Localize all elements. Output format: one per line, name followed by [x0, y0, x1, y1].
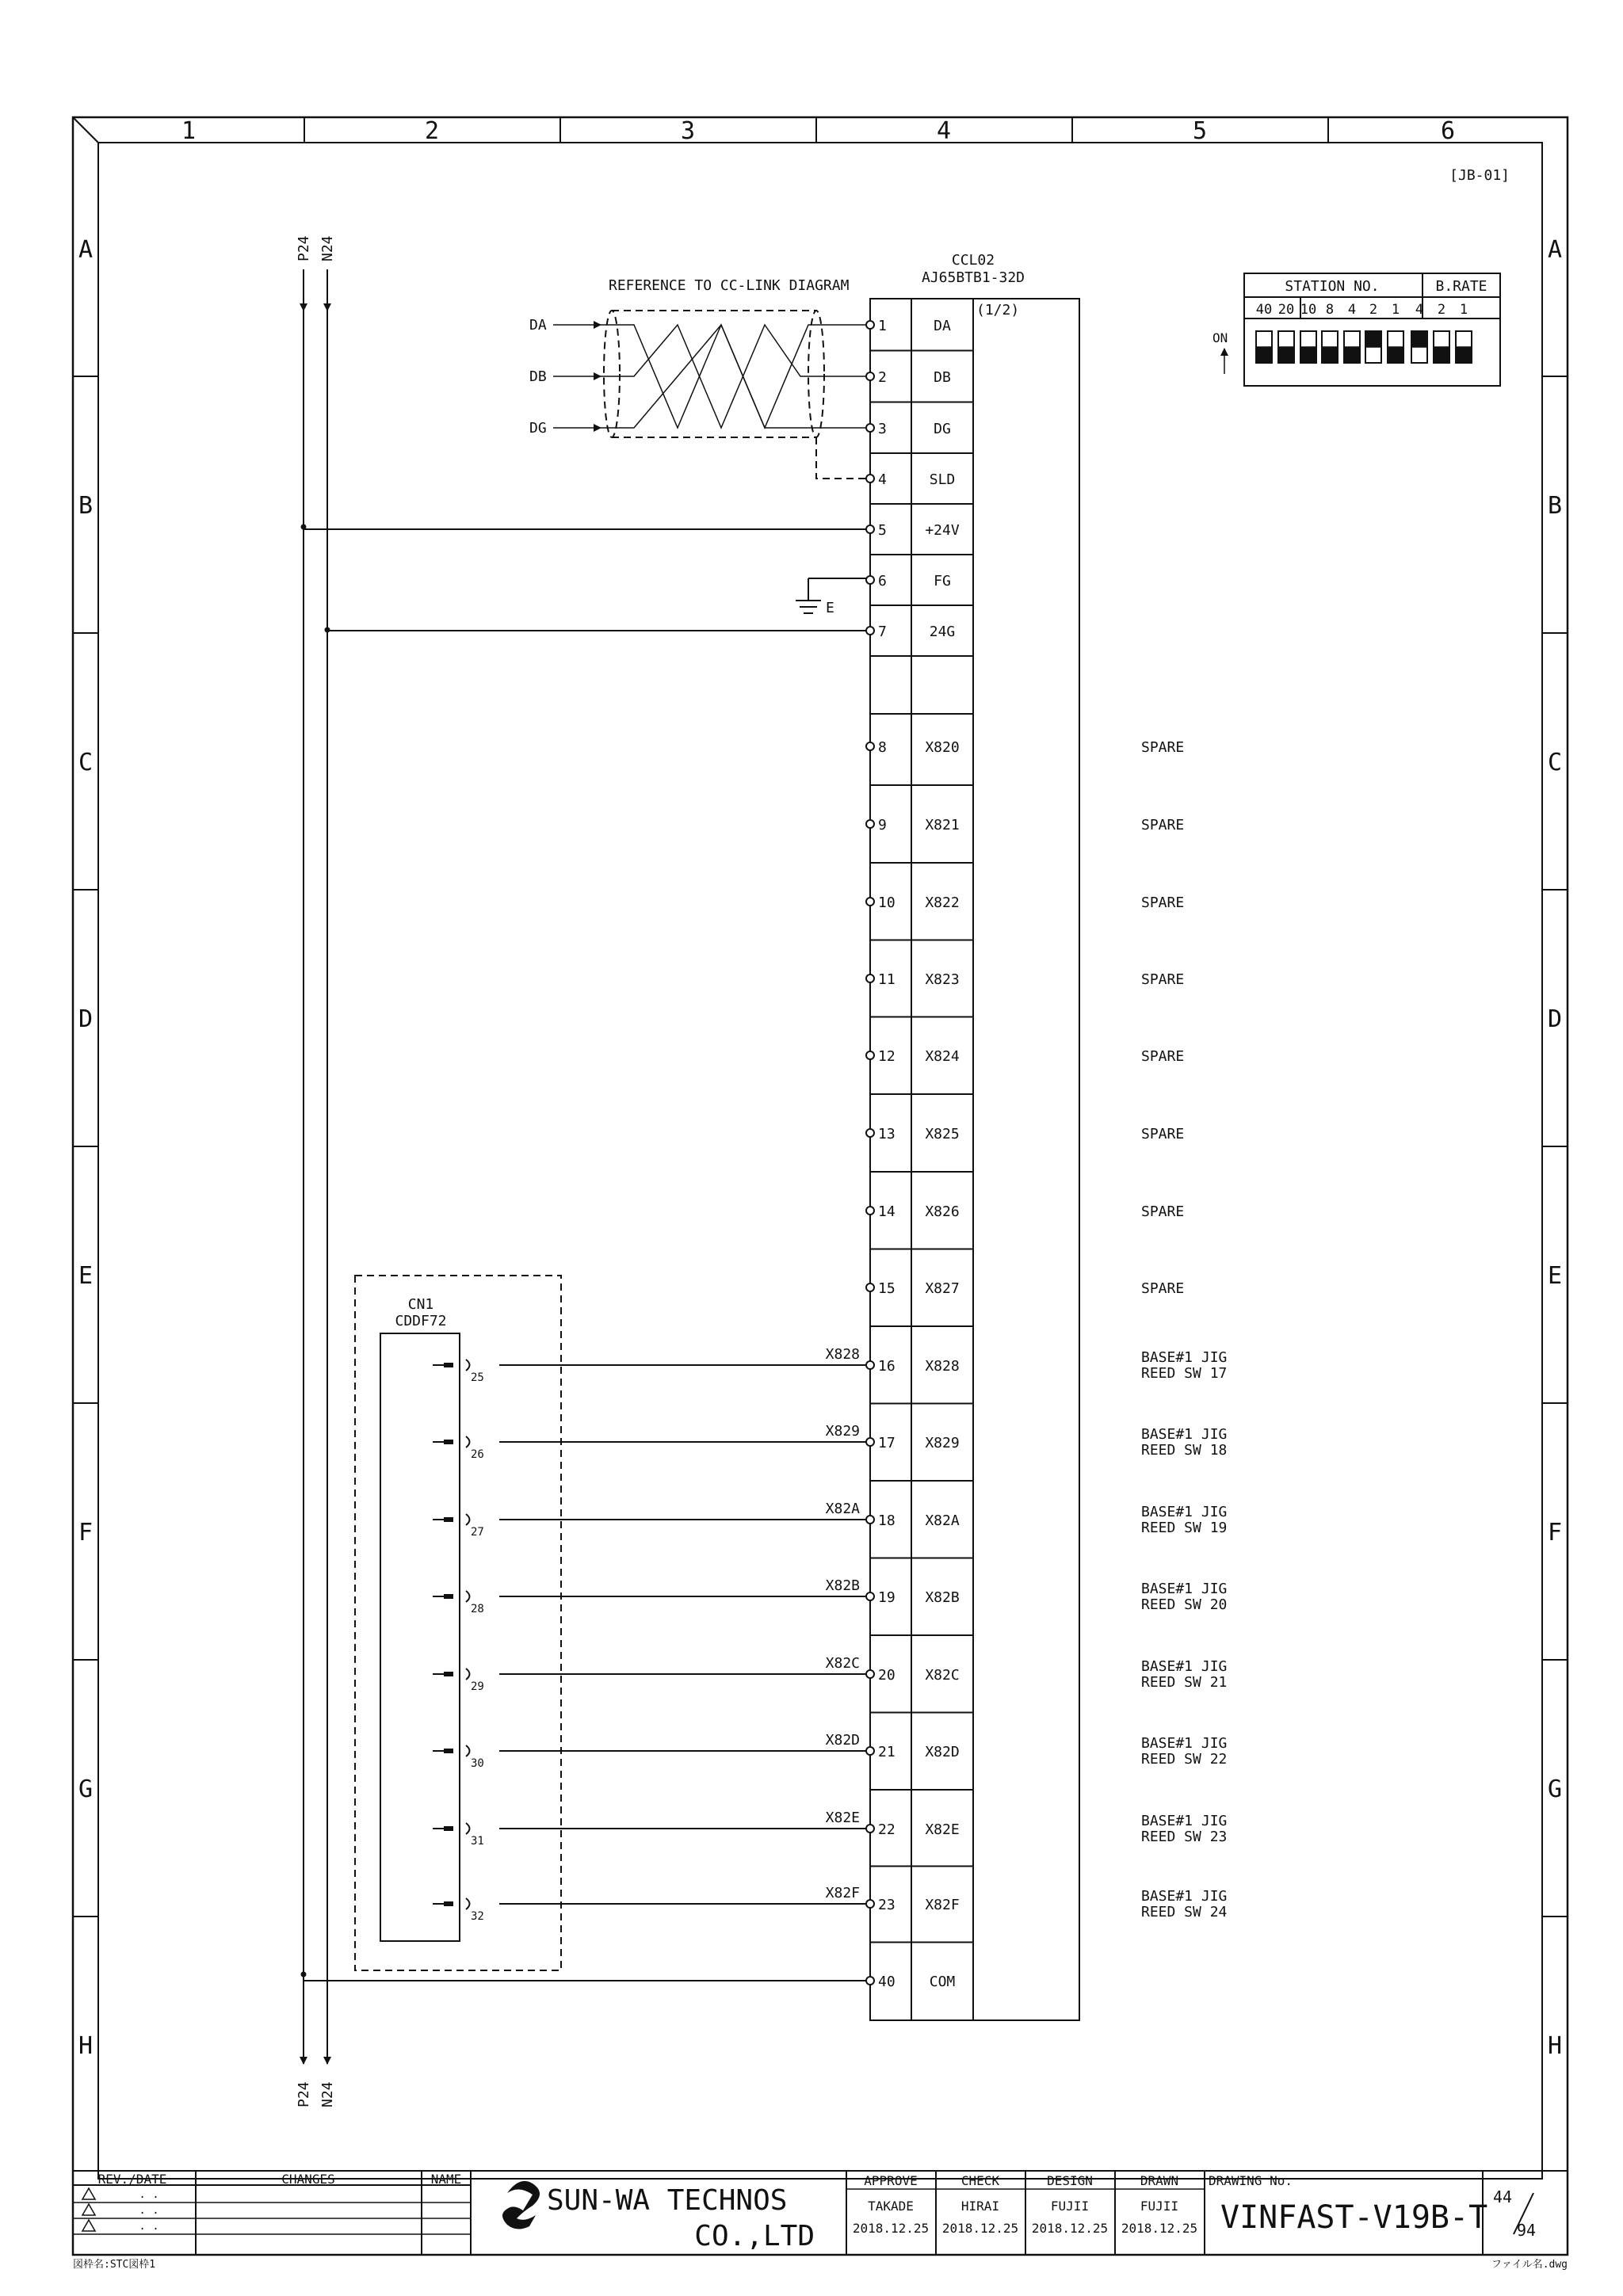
dip-switch-knob: [1456, 347, 1472, 363]
dip-switch-panel: [1212, 273, 1500, 386]
cclink-input-da: DA: [529, 317, 547, 334]
row-label: G: [78, 1775, 94, 1803]
terminal-row: [866, 817, 1184, 833]
cn1-pin-number: 29: [471, 1680, 484, 1693]
terminal-point: [866, 1207, 874, 1215]
row-label: B: [1547, 492, 1563, 520]
cn1-pin-number: 30: [471, 1757, 484, 1770]
dip-switch-label: 2: [1369, 302, 1378, 318]
wire-label: X829: [825, 1423, 860, 1440]
drawing-number: VINFAST-V19B-T: [1220, 2199, 1488, 2236]
rev-date-header: REV./DATE: [97, 2172, 167, 2187]
terminal-point: [866, 742, 874, 750]
terminal-pin: 3: [878, 421, 887, 437]
rev-row-date: . .: [139, 2188, 159, 2201]
cclink-reference-label: REFERENCE TO CC-LINK DIAGRAM: [609, 277, 850, 294]
rev-row-date: . .: [139, 2220, 159, 2233]
dip-switch-label: 20: [1277, 302, 1295, 318]
approval-date: 2018.12.25: [852, 2221, 930, 2236]
dip-switch: [1456, 302, 1472, 363]
terminal-row: [866, 421, 951, 437]
wire-label: X82C: [825, 1655, 860, 1672]
row-label: F: [78, 1519, 94, 1547]
terminal-rows: [304, 318, 1227, 1990]
cn1-pin-number: 27: [471, 1526, 484, 1539]
company-suffix: CO.,LTD: [694, 2220, 815, 2252]
column-labels: [181, 117, 1455, 145]
changes-header: CHANGES: [281, 2172, 335, 2187]
terminal-description: SPARE: [1141, 1203, 1185, 1220]
column-label: 1: [181, 117, 197, 145]
terminal-pin: 4: [878, 471, 887, 488]
cn1-pin: [433, 1436, 484, 1461]
terminal-point: [866, 1900, 874, 1908]
earth-ground: [796, 578, 868, 616]
terminal-row: [499, 1885, 1227, 1920]
approval-drawn: [1121, 2173, 1197, 2236]
terminal-pin: 5: [878, 522, 887, 539]
dip-switch-knob: [1344, 347, 1360, 363]
terminal-point: [866, 424, 874, 432]
dip-switch-label: 2: [1437, 302, 1446, 318]
row-labels: [78, 236, 1562, 2060]
dip-switch-knob: [1388, 347, 1403, 363]
terminal-description: SPARE: [1141, 739, 1185, 756]
terminal-row: [866, 739, 1184, 756]
terminal-description: REED SW 17: [1141, 1365, 1228, 1382]
cn1-connector: [355, 1276, 561, 1970]
dip-switch-knob: [1365, 331, 1381, 347]
terminal-signal: DB: [934, 369, 951, 386]
cn1-pin: [433, 1514, 484, 1539]
cn1-pin-number: 32: [471, 1910, 484, 1923]
wire-label: X82F: [825, 1885, 860, 1901]
cclink-input-db: DB: [529, 368, 547, 385]
cclink-input-dg: DG: [529, 420, 547, 437]
terminal-pin: 10: [878, 894, 896, 911]
terminal-signal: X82E: [925, 1821, 960, 1838]
wire-label: X82D: [825, 1732, 860, 1749]
terminal-description: REED SW 21: [1141, 1674, 1228, 1691]
terminal-description: REED SW 22: [1141, 1751, 1228, 1768]
dip-switch-knob: [1322, 347, 1338, 363]
terminal-pin: 2: [878, 369, 887, 386]
terminal-signal: X821: [925, 817, 960, 833]
bus-label-p24-top: P24: [296, 235, 312, 261]
terminal-pin: 21: [878, 1744, 896, 1760]
approval-date: 2018.12.25: [1031, 2221, 1109, 2236]
approval-role: CHECK: [960, 2173, 1000, 2188]
bus-label-n24-bottom: N24: [319, 2081, 336, 2107]
terminal-row: [866, 1280, 1184, 1297]
terminal-row: [866, 1126, 1184, 1142]
approval-date: 2018.12.25: [1121, 2221, 1198, 2236]
terminal-signal: SLD: [929, 471, 956, 488]
terminal-pin: 22: [878, 1821, 896, 1838]
dip-switch-knob: [1278, 347, 1294, 363]
dip-switch: [1278, 302, 1294, 363]
terminal-pin: 14: [878, 1203, 896, 1220]
approval-name: FUJII: [1050, 2199, 1090, 2214]
row-label: B: [78, 492, 94, 520]
dip-switch: [1300, 302, 1316, 363]
page-number: 44: [1493, 2187, 1513, 2206]
terminal-signal: X824: [925, 1048, 960, 1065]
dip-switch-knob: [1256, 347, 1272, 363]
cn1-pin-number: 31: [471, 1835, 484, 1848]
module-page: (1/2): [976, 302, 1020, 318]
row-label: G: [1547, 1775, 1563, 1803]
cn1-pin: [433, 1898, 484, 1923]
terminal-row: [866, 971, 1184, 988]
terminal-row: [499, 1423, 1227, 1459]
dip-switch-label: 1: [1459, 302, 1468, 318]
terminal-point: [866, 372, 874, 380]
terminal-pin: 12: [878, 1048, 896, 1065]
baud-rate-label: B.RATE: [1435, 278, 1487, 295]
terminal-point: [866, 1361, 874, 1369]
row-label: F: [1547, 1519, 1563, 1547]
module-name: CCL02: [951, 252, 995, 269]
sheet-tag: [JB-01]: [1449, 167, 1510, 184]
terminal-point: [866, 1747, 874, 1755]
rev-row: [82, 2204, 159, 2217]
dip-on-label: ON: [1212, 330, 1228, 345]
wire-label: X828: [825, 1346, 860, 1363]
terminal-pin: 19: [878, 1589, 896, 1606]
terminal-description: REED SW 20: [1141, 1596, 1228, 1613]
dip-switch: [1434, 302, 1449, 363]
terminal-row: [866, 318, 951, 334]
terminal-signal: X82A: [925, 1512, 960, 1529]
terminal-row: [866, 1048, 1184, 1065]
terminal-point: [866, 525, 874, 533]
terminal-row: [866, 522, 960, 539]
column-label: 3: [680, 117, 696, 145]
terminal-pin: 16: [878, 1358, 896, 1375]
terminal-pin: 17: [878, 1435, 896, 1451]
terminal-point: [866, 1977, 874, 1985]
terminal-description: REED SW 19: [1141, 1520, 1228, 1536]
terminal-point: [866, 820, 874, 828]
earth-label: E: [826, 600, 834, 616]
approval-role: APPROVE: [864, 2173, 918, 2188]
approval-role: DESIGN: [1047, 2173, 1093, 2188]
terminal-description: BASE#1 JIG: [1141, 1426, 1228, 1443]
terminal-signal: X82F: [925, 1897, 960, 1913]
dip-switch-label: 4: [1347, 302, 1357, 318]
terminal-signal: X822: [925, 894, 960, 911]
terminal-description: BASE#1 JIG: [1141, 1888, 1228, 1905]
terminal-row: [499, 1501, 1227, 1536]
terminal-row: [499, 1810, 1227, 1845]
rev-row: [82, 2220, 159, 2233]
terminal-signal: X829: [925, 1435, 960, 1451]
terminal-point: [866, 1825, 874, 1833]
terminal-description: SPARE: [1141, 894, 1185, 911]
terminal-description: BASE#1 JIG: [1141, 1658, 1228, 1675]
row-label: C: [78, 749, 94, 776]
dip-switches: [1256, 302, 1472, 363]
terminal-row: [866, 369, 951, 386]
cn1-pin-number: 26: [471, 1448, 484, 1461]
dip-switch-label: 4: [1415, 302, 1424, 318]
terminal-pin: 13: [878, 1126, 896, 1142]
terminal-point: [866, 1051, 874, 1059]
terminal-signal: DA: [934, 318, 951, 334]
terminal-signal: X828: [925, 1358, 960, 1375]
rev-row-date: . .: [139, 2204, 159, 2217]
cn1-pin-number: 28: [471, 1603, 484, 1615]
terminal-signal: X82C: [925, 1667, 960, 1684]
column-label: 5: [1192, 117, 1208, 145]
dip-switch: [1411, 302, 1427, 363]
terminal-pin: 23: [878, 1897, 896, 1913]
terminal-description: REED SW 23: [1141, 1829, 1228, 1845]
terminal-point: [866, 627, 874, 635]
row-label: A: [1547, 236, 1563, 264]
row-label: H: [78, 2032, 94, 2060]
terminal-pin: 40: [878, 1974, 896, 1990]
terminal-signal: X820: [925, 739, 960, 756]
terminal-description: SPARE: [1141, 1048, 1185, 1065]
row-label: H: [1547, 2032, 1563, 2060]
terminal-row: [499, 1577, 1227, 1613]
cn1-pin: [433, 1360, 484, 1384]
dip-switch: [1388, 302, 1403, 363]
terminal-description: BASE#1 JIG: [1141, 1349, 1228, 1366]
terminal-row: [866, 573, 951, 589]
terminal-point: [866, 1592, 874, 1600]
power-bus: [296, 235, 336, 2107]
terminal-description: BASE#1 JIG: [1141, 1581, 1228, 1597]
terminal-description: REED SW 24: [1141, 1904, 1228, 1920]
terminal-signal: X825: [925, 1126, 960, 1142]
drawing-frame: [73, 117, 1568, 2255]
drawing-number-label: DRAWING No.: [1209, 2173, 1293, 2188]
cn1-pin: [433, 1591, 484, 1615]
rev-row: [82, 2188, 159, 2201]
station-number-label: STATION NO.: [1285, 278, 1380, 295]
terminal-point: [866, 321, 874, 329]
approval-name: HIRAI: [960, 2199, 1000, 2214]
terminal-signal: +24V: [925, 522, 960, 539]
dip-switch-label: 1: [1391, 302, 1400, 318]
cn1-pin: [433, 1669, 484, 1693]
terminal-pin: 15: [878, 1280, 896, 1297]
terminal-description: BASE#1 JIG: [1141, 1813, 1228, 1829]
approval-role: DRAWN: [1140, 2173, 1179, 2188]
terminal-description: BASE#1 JIG: [1141, 1735, 1228, 1752]
terminal-pin: 6: [878, 573, 887, 589]
approval-date: 2018.12.25: [941, 2221, 1019, 2236]
terminal-description: SPARE: [1141, 1280, 1185, 1297]
cn1-pins: [433, 1360, 484, 1923]
row-label: E: [78, 1262, 94, 1290]
page-total: 94: [1517, 2221, 1537, 2240]
terminal-row: [866, 1203, 1184, 1220]
row-label: D: [78, 1005, 94, 1033]
company-name: SUN-WA TECHNOS: [547, 2184, 788, 2217]
terminal-row: [499, 1655, 1227, 1691]
dip-switch-knob: [1300, 347, 1316, 363]
terminal-signal: DG: [934, 421, 951, 437]
cclink-cable: [529, 277, 868, 479]
cn1-pin: [433, 1823, 484, 1848]
dip-switch-label: 10: [1300, 302, 1317, 318]
terminal-signal: FG: [934, 573, 951, 589]
terminal-row: [499, 1346, 1227, 1382]
terminal-point: [866, 974, 874, 982]
row-label: E: [1547, 1262, 1563, 1290]
terminal-pin: 20: [878, 1667, 896, 1684]
row-label: A: [78, 236, 94, 264]
terminal-description: REED SW 18: [1141, 1442, 1228, 1459]
terminal-row: [866, 894, 1184, 911]
terminal-signal: 24G: [929, 624, 956, 640]
approval-design: [1032, 2173, 1108, 2236]
wire-label: X82B: [825, 1577, 860, 1594]
cn1-model: CDDF72: [395, 1313, 447, 1329]
cn1-name: CN1: [407, 1296, 434, 1313]
terminal-signal: X82B: [925, 1589, 960, 1606]
terminal-signal: X82D: [925, 1744, 960, 1760]
wire-label: X82A: [825, 1501, 860, 1517]
dip-switch-knob: [1434, 347, 1449, 363]
row-label: C: [1547, 749, 1563, 776]
terminal-pin: 9: [878, 817, 887, 833]
frame-name: 図枠名:STC図枠1: [73, 2259, 156, 2271]
cn1-pin-number: 25: [471, 1371, 484, 1384]
column-label: 6: [1440, 117, 1456, 145]
approval-check: [942, 2173, 1018, 2236]
dip-switch-knob: [1411, 331, 1427, 347]
terminal-point: [866, 1438, 874, 1446]
terminal-pin: 11: [878, 971, 896, 988]
terminal-description: BASE#1 JIG: [1141, 1504, 1228, 1520]
terminal-signal: COM: [929, 1974, 956, 1990]
column-label: 4: [936, 117, 952, 145]
dip-switch: [1365, 302, 1381, 363]
name-header: NAME: [430, 2172, 462, 2187]
terminal-point: [866, 1129, 874, 1137]
terminal-description: SPARE: [1141, 971, 1185, 988]
terminal-module: [870, 252, 1079, 2020]
approval-name: TAKADE: [868, 2199, 914, 2214]
terminal-description: SPARE: [1141, 1126, 1185, 1142]
terminal-point: [866, 1670, 874, 1678]
company-logo: [502, 2181, 540, 2229]
approval-approve: [853, 2173, 929, 2236]
dip-switch: [1256, 302, 1272, 363]
terminal-signal: X823: [925, 971, 960, 988]
terminal-point: [866, 1283, 874, 1291]
terminal-signal: X826: [925, 1203, 960, 1220]
bus-label-p24-bottom: P24: [296, 2081, 312, 2107]
terminal-point: [866, 1516, 874, 1524]
terminal-point: [866, 576, 874, 584]
file-name: ファイル名.dwg: [1491, 2259, 1568, 2271]
terminal-point: [866, 898, 874, 906]
terminal-pin: 1: [878, 318, 887, 334]
terminal-signal: X827: [925, 1280, 960, 1297]
terminal-point: [866, 475, 874, 482]
terminal-row: [499, 1732, 1227, 1768]
dip-switch-label: 8: [1325, 302, 1335, 318]
terminal-description: SPARE: [1141, 817, 1185, 833]
module-model: AJ65BTB1-32D: [921, 269, 1025, 286]
terminal-pin: 18: [878, 1512, 896, 1529]
cn1-pin: [433, 1745, 484, 1770]
approval-name: FUJII: [1140, 2199, 1179, 2214]
terminal-pin: 8: [878, 739, 887, 756]
row-label: D: [1547, 1005, 1563, 1033]
terminal-pin: 7: [878, 624, 887, 640]
dip-switch: [1322, 302, 1338, 363]
bus-label-n24-top: N24: [319, 235, 336, 261]
dip-switch-label: 40: [1255, 302, 1273, 318]
dip-switch: [1344, 302, 1360, 363]
wire-label: X82E: [825, 1810, 860, 1826]
column-label: 2: [424, 117, 440, 145]
